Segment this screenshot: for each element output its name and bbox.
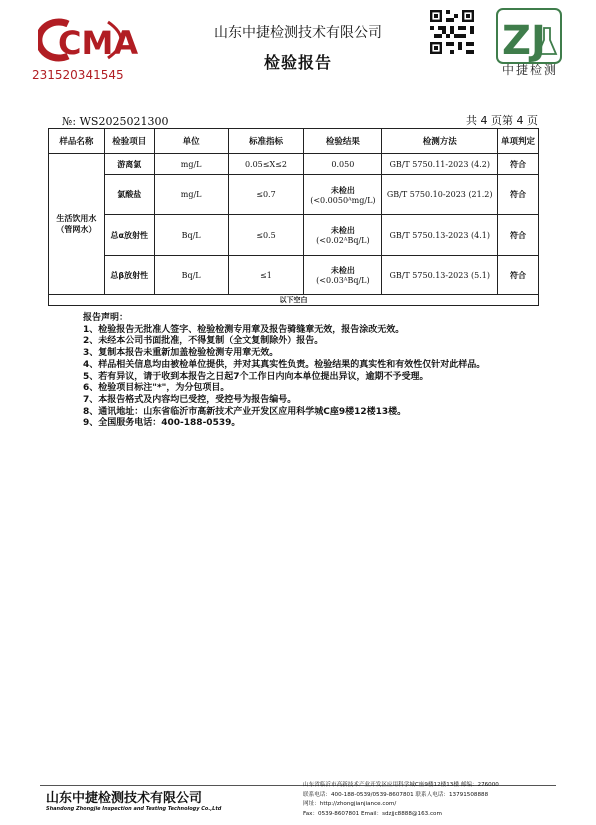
item-cell: 总β放射性 [104, 256, 154, 295]
footer-company-en: Shandong Zhongjie Inspection and Testing Technology Co.,Ltd [46, 806, 222, 812]
zhongjie-logo-text: ZJ [502, 18, 546, 64]
sample-name-cell: 生活饮用水（管网水） [49, 154, 105, 295]
statement-item: 1、检验报告无批准人签字、检验检测专用章及报告骑缝章无效，报告涂改无效。 [83, 324, 405, 335]
verdict-cell: 符合 [498, 256, 539, 295]
unit-cell: Bq/L [154, 215, 228, 256]
statement-item: 7、本报告格式及内容均已受控，受控号为报告编号。 [83, 394, 297, 405]
header-test-item: 检验项目 [104, 129, 154, 154]
blank-below-note: 以下空白 [49, 295, 539, 306]
unit-cell: mg/L [154, 175, 228, 215]
header-standard: 标准指标 [228, 129, 304, 154]
unit-cell: mg/L [154, 154, 228, 175]
contact-line: 山东省临沂市高新技术产业开发区应用科学城C座9楼12楼13楼 邮编：276000 [303, 782, 499, 788]
table-row [49, 154, 539, 175]
statement-item: 5、若有异议，请于收到本报告之日起7个工作日内向本单位提出异议，逾期不予受理。 [83, 371, 429, 382]
footer-contact [303, 781, 499, 819]
method-cell: GB/T 5750.13-2023 (5.1) [382, 256, 498, 295]
contact-line: 联系电话：400-188-0539/0539-8607801 联系人电话：13791508888 [303, 791, 489, 798]
header-unit: 单位 [154, 129, 228, 154]
verdict-cell: 符合 [498, 175, 539, 215]
table-tail-row [49, 295, 539, 306]
cma-number: 231520341545 [32, 68, 124, 82]
contact-line: Fax：0539-8607801 Email：sdzjjc8888@163.com [303, 810, 442, 817]
statement-title: 报告声明： [83, 313, 129, 323]
report-title: 检验报告 [263, 53, 332, 72]
header-sample-name: 样品名称 [49, 129, 105, 154]
result-sub: (<0.03ᴬBq/L) [316, 276, 370, 285]
table-header-row [49, 129, 539, 154]
method-cell: GB/T 5750.11-2023 (4.2) [382, 154, 498, 175]
result-cell [304, 175, 382, 215]
result-main: 未检出 [330, 226, 355, 235]
table-row [49, 175, 539, 215]
table-row [49, 256, 539, 295]
report-statement [83, 313, 485, 430]
report-number: №: WS2025021300 [62, 115, 169, 128]
header-result: 检验结果 [304, 129, 382, 154]
results-table [48, 128, 539, 306]
result-cell [304, 256, 382, 295]
header-method: 检测方法 [382, 129, 498, 154]
statement-item: 4、样品相关信息均由被检单位提供，并对其真实性负责。检验结果的真实性和有效性仅针对此样品。 [83, 359, 486, 370]
result-sub: (<0.02ᴬBq/L) [316, 236, 370, 245]
company-name: 山东中捷检测技术有限公司 [214, 25, 382, 41]
contact-line: 网址：http://zhongjianjiance.com/ [303, 801, 397, 807]
verdict-cell: 符合 [498, 154, 539, 175]
result-sub: (<0.0050ᴬmg/L) [310, 195, 376, 205]
zhongjie-logo [496, 8, 562, 66]
result-cell [304, 215, 382, 256]
page-info: 共 4 页第 4 页 [466, 114, 538, 127]
statement-item: 3、复制本报告未重新加盖检验检测专用章无效。 [83, 348, 279, 359]
method-cell: GB/T 5750.13-2023 (4.1) [382, 215, 498, 256]
qr-code-icon [430, 10, 474, 54]
footer-company-cn: 山东中捷检测技术有限公司 [46, 791, 203, 806]
statement-item: 9、全国服务电话：400-188-0539。 [83, 418, 241, 429]
header-verdict: 单项判定 [498, 129, 539, 154]
statement-item: 8、通讯地址：山东省临沂市高新技术产业开发区应用科学城C座9楼12楼13楼。 [83, 406, 407, 417]
item-cell: 氯酸盐 [104, 175, 154, 215]
statement-item: 6、检验项目标注"*"，为分包项目。 [83, 383, 230, 394]
item-cell: 总α放射性 [104, 215, 154, 256]
result-main: 未检出 [330, 266, 355, 275]
table-row [49, 215, 539, 256]
cma-logo-text: CMA [58, 24, 138, 62]
standard-cell: 0.05≤X≤2 [228, 154, 304, 175]
standard-cell: ≤0.5 [228, 215, 304, 256]
method-cell: GB/T 5750.10-2023 (21.2) [382, 175, 498, 215]
result-main: 未检出 [330, 185, 355, 195]
verdict-cell: 符合 [498, 215, 539, 256]
standard-cell: ≤1 [228, 256, 304, 295]
unit-cell: Bq/L [154, 256, 228, 295]
brand-name: 中捷检测 [501, 63, 558, 77]
result-cell: 0.050 [304, 154, 382, 175]
statement-item: 2、未经本公司书面批准，不得复制（全文复制除外）报告。 [83, 336, 324, 347]
standard-cell: ≤0.7 [228, 175, 304, 215]
item-cell: 游离氯 [104, 154, 154, 175]
